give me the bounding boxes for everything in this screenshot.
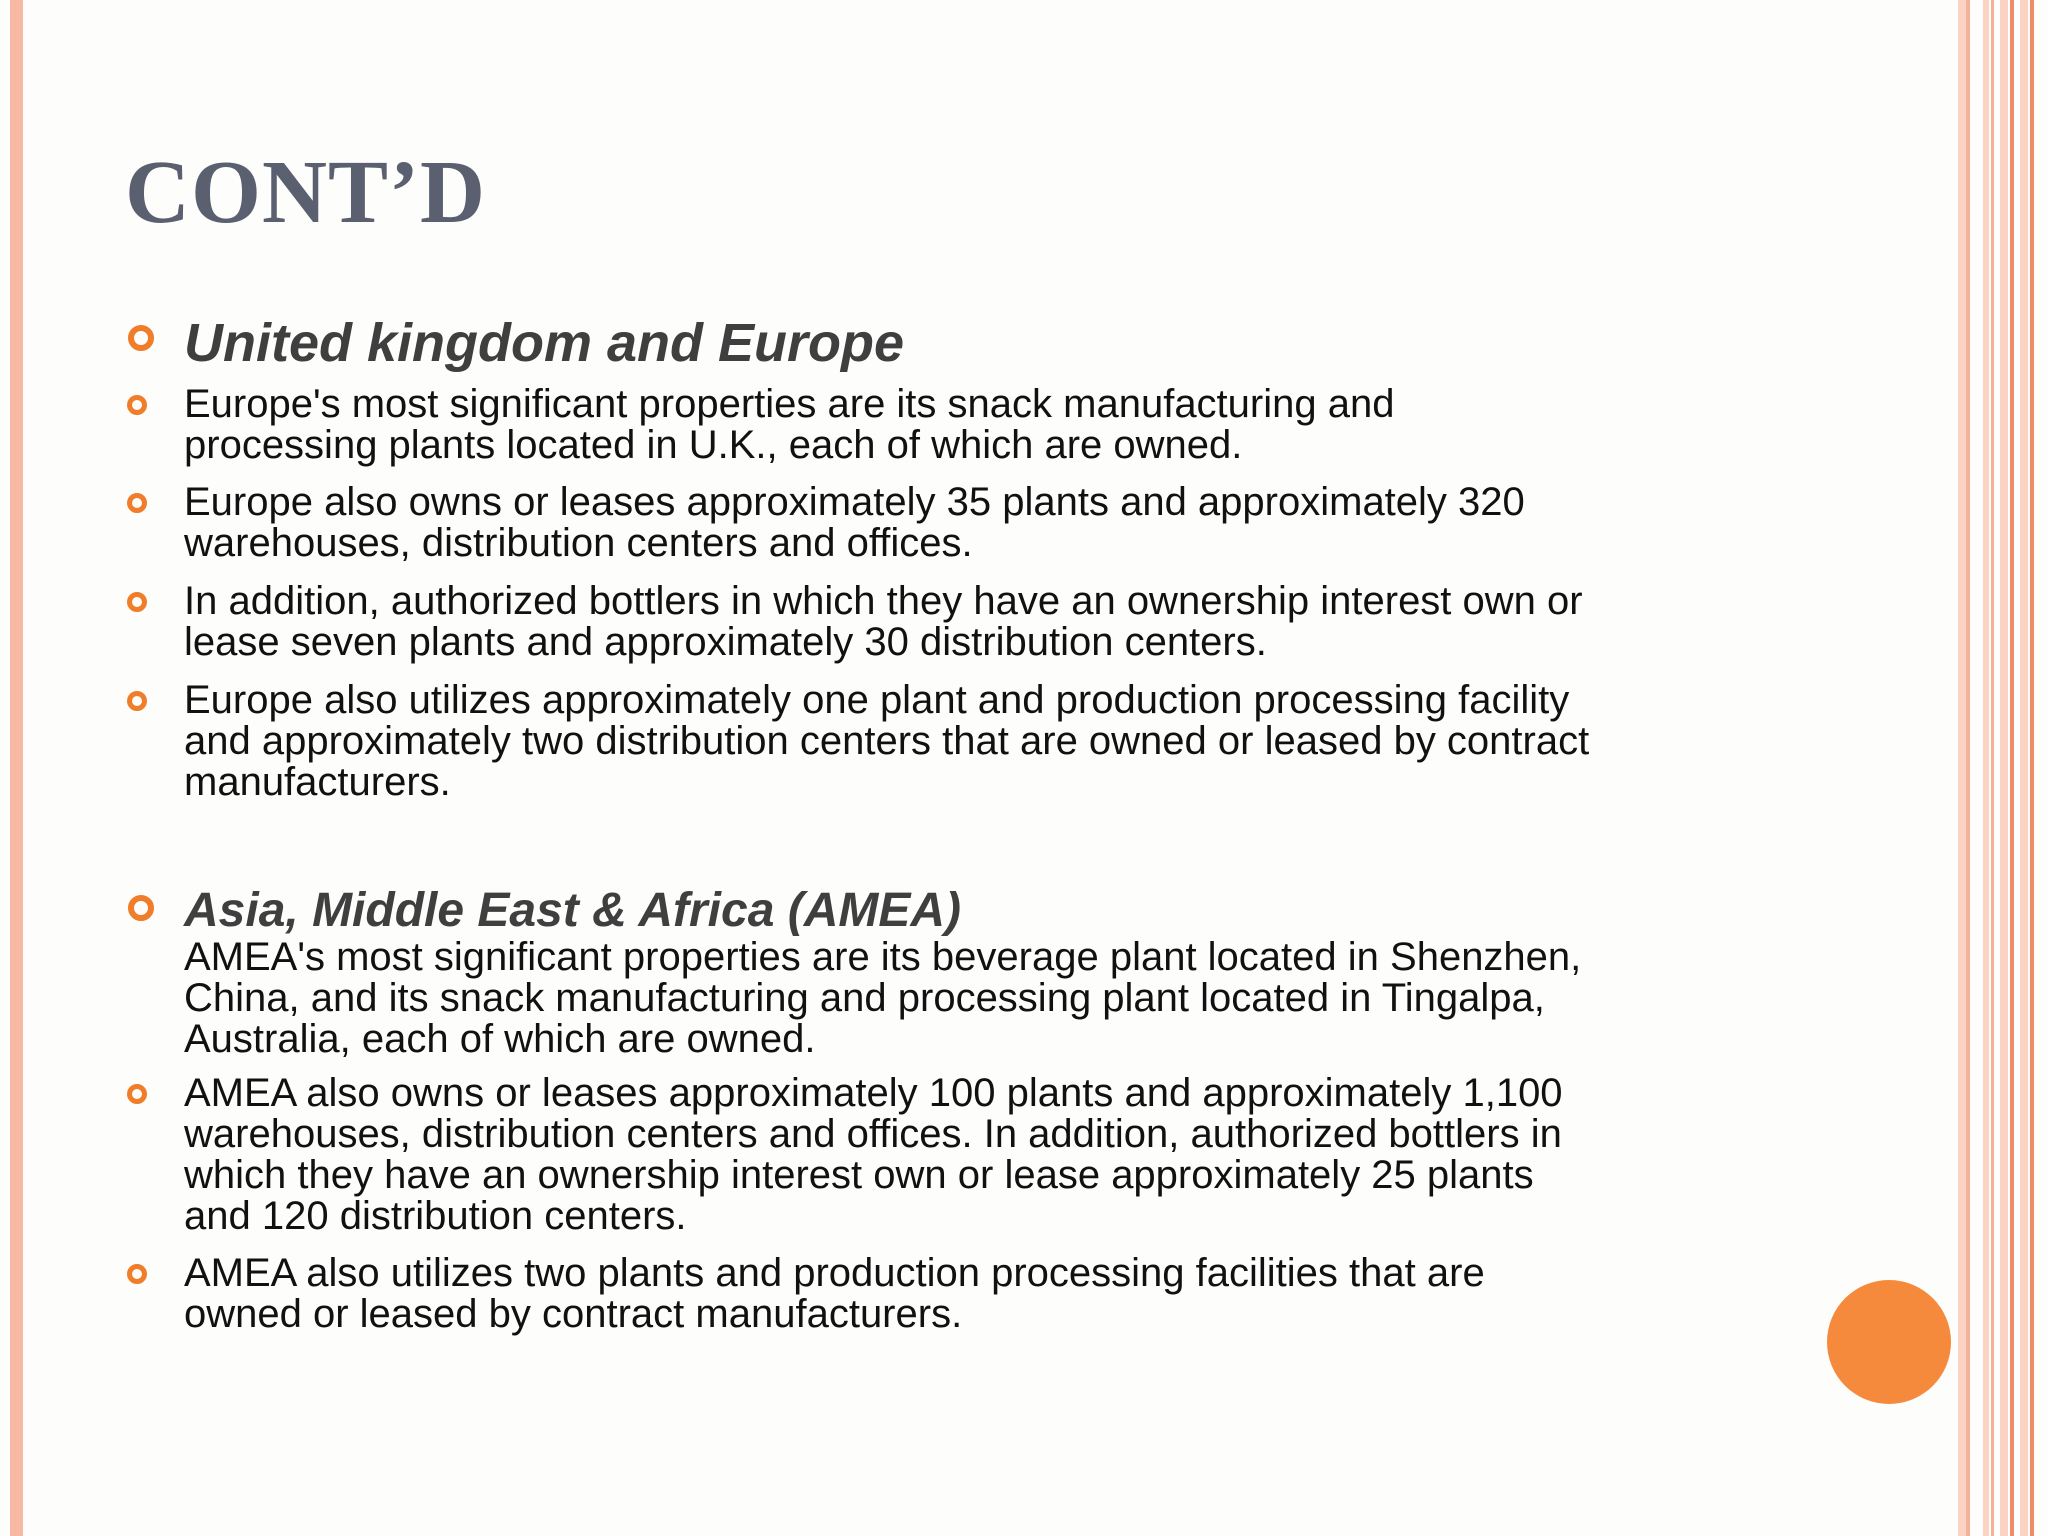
- europe-bullet-1: Europe's most significant properties are its snack manufacturing and processing plants located in U.K., each of which are owned.: [184, 382, 1395, 467]
- bullet-icon: [127, 1084, 147, 1104]
- bullet-icon: [127, 691, 147, 711]
- europe-bullet-3: In addition, authorized bottlers in which they have an ownership interest own or lease seven plants and approximately 30 distribution centers.: [184, 579, 1583, 664]
- bullet-icon: [127, 1264, 147, 1284]
- amea-bullet-1: AMEA also owns or leases approximately 100 plants and approximately 1,100 warehouses, distribution centers and offices. In addition, authorized bottlers in which they have an ownership interest own or lease approximately 25 plants and 120 distribution centers.: [184, 1071, 1563, 1238]
- bullet-icon: [127, 592, 147, 612]
- bullet-icon: [128, 325, 154, 351]
- orange-circle-decoration: [1827, 1280, 1951, 1404]
- europe-bullet-2: Europe also owns or leases approximately 35 plants and approximately 320 warehouses, distribution centers and offices.: [184, 480, 1525, 565]
- slide-title: CONT’D: [125, 143, 486, 242]
- bullet-icon: [127, 493, 147, 513]
- section-heading-europe: United kingdom and Europe: [184, 313, 905, 373]
- europe-bullet-4: Europe also utilizes approximately one plant and production processing facility and approximately two distribution centers that are owned or leased by contract manufacturers.: [184, 678, 1590, 804]
- bullet-icon: [127, 395, 147, 415]
- bullet-icon: [128, 895, 154, 921]
- amea-intro: AMEA's most significant properties are its beverage plant located in Shenzhen, China, and its snack manufacturing and processing plant located in Tingalpa, Australia, each of which are owned.: [184, 935, 1582, 1061]
- amea-bullet-2: AMEA also utilizes two plants and production processing facilities that are owned or leased by contract manufacturers.: [184, 1251, 1485, 1336]
- section-heading-amea: Asia, Middle East & Africa (AMEA): [184, 884, 962, 937]
